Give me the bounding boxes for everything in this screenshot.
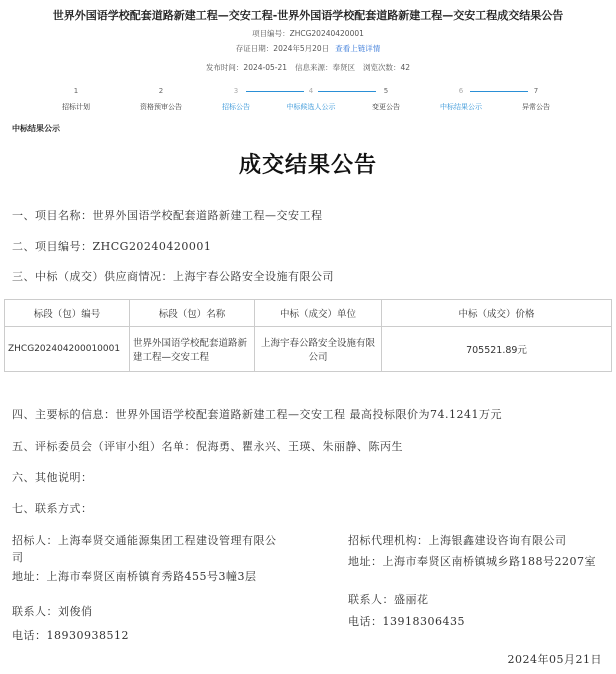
step-6[interactable]: 6 中标结果公示: [440, 87, 482, 111]
cell-name: 世界外国语学校配套道路新建工程—交安工程: [130, 327, 255, 372]
agent-contact-person: 联系人：盛丽花: [348, 593, 429, 606]
agent-name: 招标代理机构：上海银鑫建设咨询有限公司: [348, 534, 567, 547]
tenderer-phone: 电话：18930938512: [12, 629, 129, 642]
tenderer-contact-person: 联系人：刘俊俏: [12, 605, 93, 618]
item-other: 六、其他说明：: [12, 471, 93, 484]
item-supplier: 三、中标（成交）供应商情况：上海宇春公路安全设施有限公司: [12, 270, 334, 283]
publish-date: 2024年05月21日: [507, 653, 602, 666]
col-header-number: 标段（包）编号: [5, 300, 130, 327]
item-contact-heading: 七、联系方式：: [12, 502, 93, 515]
deposit-row: [0, 43, 616, 54]
process-steps: [0, 86, 616, 116]
cell-unit: 上海宇春公路安全设施有限公司: [255, 327, 382, 372]
result-table: [4, 299, 612, 372]
view-count: 浏览次数：42: [363, 63, 411, 72]
step-7[interactable]: 7 异常公告: [522, 87, 550, 111]
meta-row: [0, 62, 616, 73]
item-subject: 四、主要标的信息：世界外国语学校配套道路新建工程—交安工程 最高投标限价为74.1241万元: [12, 408, 502, 421]
step-4[interactable]: 4 中标候选人公示: [286, 87, 336, 111]
chain-details-link[interactable]: 查看上链详情: [335, 44, 381, 53]
publish-time: 发布时间：2024-05-21: [205, 63, 288, 72]
item-project-number: 二、项目编号：ZHCG20240420001: [12, 240, 212, 253]
step-5[interactable]: 5 变更公告: [372, 87, 400, 111]
announcement-title: 世界外国语学校配套道路新建工程—交安工程-世界外国语学校配套道路新建工程—交安工程成交结果公告: [52, 9, 564, 22]
table-row: [5, 327, 612, 372]
deposit-date: 存证日期：2024年5月20日: [235, 44, 330, 53]
item-project-name: 一、项目名称：世界外国语学校配套道路新建工程—交安工程: [12, 209, 323, 222]
agent-address: 地址：上海市奉贤区南桥镇城乡路188号2207室: [348, 555, 596, 568]
tenderer-name: 招标人：上海奉贤交通能源集团工程建设管理有限公司: [12, 534, 277, 564]
info-source: 信息来源：奉贤区: [295, 63, 356, 72]
cell-number: ZHCG202404200010001: [5, 327, 130, 372]
page-title: 成交结果公告: [238, 153, 377, 178]
cell-price: 705521.89元: [382, 327, 612, 372]
step-2[interactable]: 2 资格预审公告: [140, 87, 182, 111]
col-header-unit: 中标（成交）单位: [255, 300, 382, 327]
col-header-name: 标段（包）名称: [130, 300, 255, 327]
step-3[interactable]: 3 招标公告: [222, 87, 250, 111]
section-tag: 中标结果公示: [12, 124, 60, 133]
table-header-row: [5, 300, 612, 327]
tenderer-address: 地址：上海市奉贤区南桥镇育秀路455号3幢3层: [12, 570, 257, 583]
project-number: 项目编号：ZHCG20240420001: [252, 29, 364, 38]
agent-phone: 电话：13918306435: [348, 615, 465, 628]
step-1[interactable]: 1 招标计划: [62, 87, 90, 111]
item-committee: 五、评标委员会（评审小组）名单：倪海勇、瞿永兴、王瑛、朱丽静、陈丙生: [12, 440, 403, 453]
col-header-price: 中标（成交）价格: [382, 300, 612, 327]
